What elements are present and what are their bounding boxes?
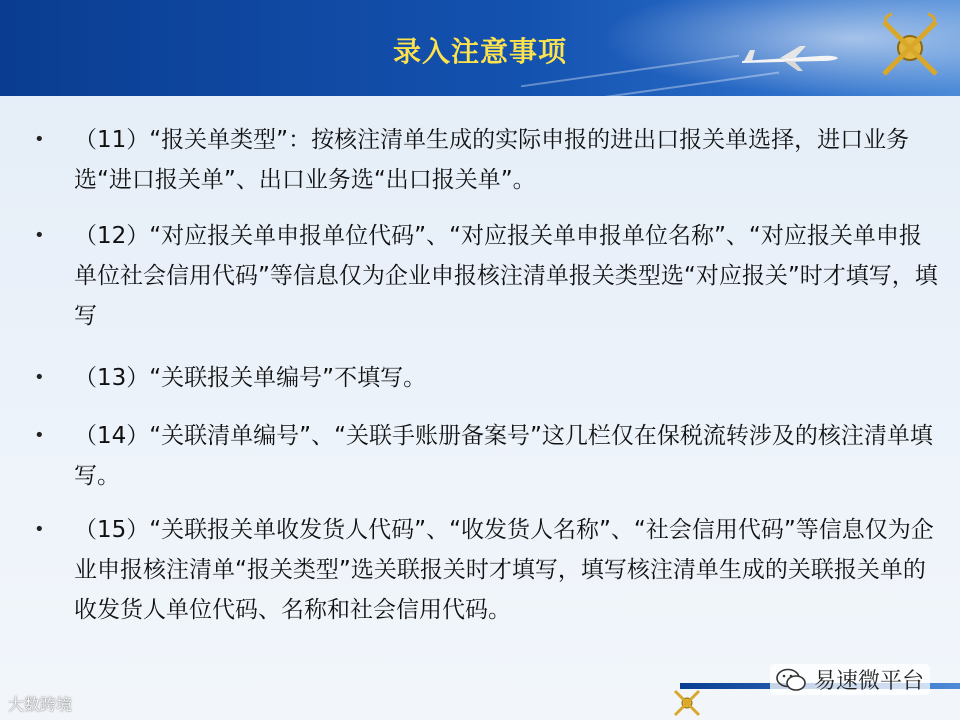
bullet-marker: • [34,225,45,246]
bullet-marker: • [34,367,45,388]
watermark-right [770,664,930,695]
wechat-icon [776,668,806,692]
watermark-left: 大数跨境 [8,695,73,714]
item-text: （12）“对应报关单申报单位代码”、“对应报关单申报单位名称”、“对应报关单申报单位社会信用代码”等信息仅为企业申报核注清单报关类型选“对应报关”时才填写，填写 [74,223,938,329]
customs-emblem-icon [670,686,704,720]
item-text: （15）“关联报关单收发货人代码”、“收发货人名称”、“社会信用代码”等信息仅为企业申报核注清单“报关类型”选关联报关时才填写，填写核注清单生成的关联报关单的收发货人单位代码、名称和社会信用代码。 [74,517,934,623]
airplane-icon [740,44,840,74]
item-text: （11）“报关单类型”：按核注清单生成的实际申报的进出口报关单选择，进口业务选“进口报关单”、出口业务选“出口报关单”。 [74,127,910,193]
slide-title: 录入注意事项 [392,35,567,68]
bullet-marker: • [34,425,45,446]
customs-emblem-icon [870,8,950,88]
item-text: （14）“关联清单编号”、“关联手账册备案号”这几栏仅在保税流转涉及的核注清单填写。 [74,423,933,489]
item-text: （13）“关联报关单编号”不填写。 [74,365,427,391]
watermark-right-text: 易速微平台 [814,669,925,694]
bullet-marker: • [34,519,45,540]
bullet-marker: • [34,129,45,150]
slide-header [0,0,960,96]
